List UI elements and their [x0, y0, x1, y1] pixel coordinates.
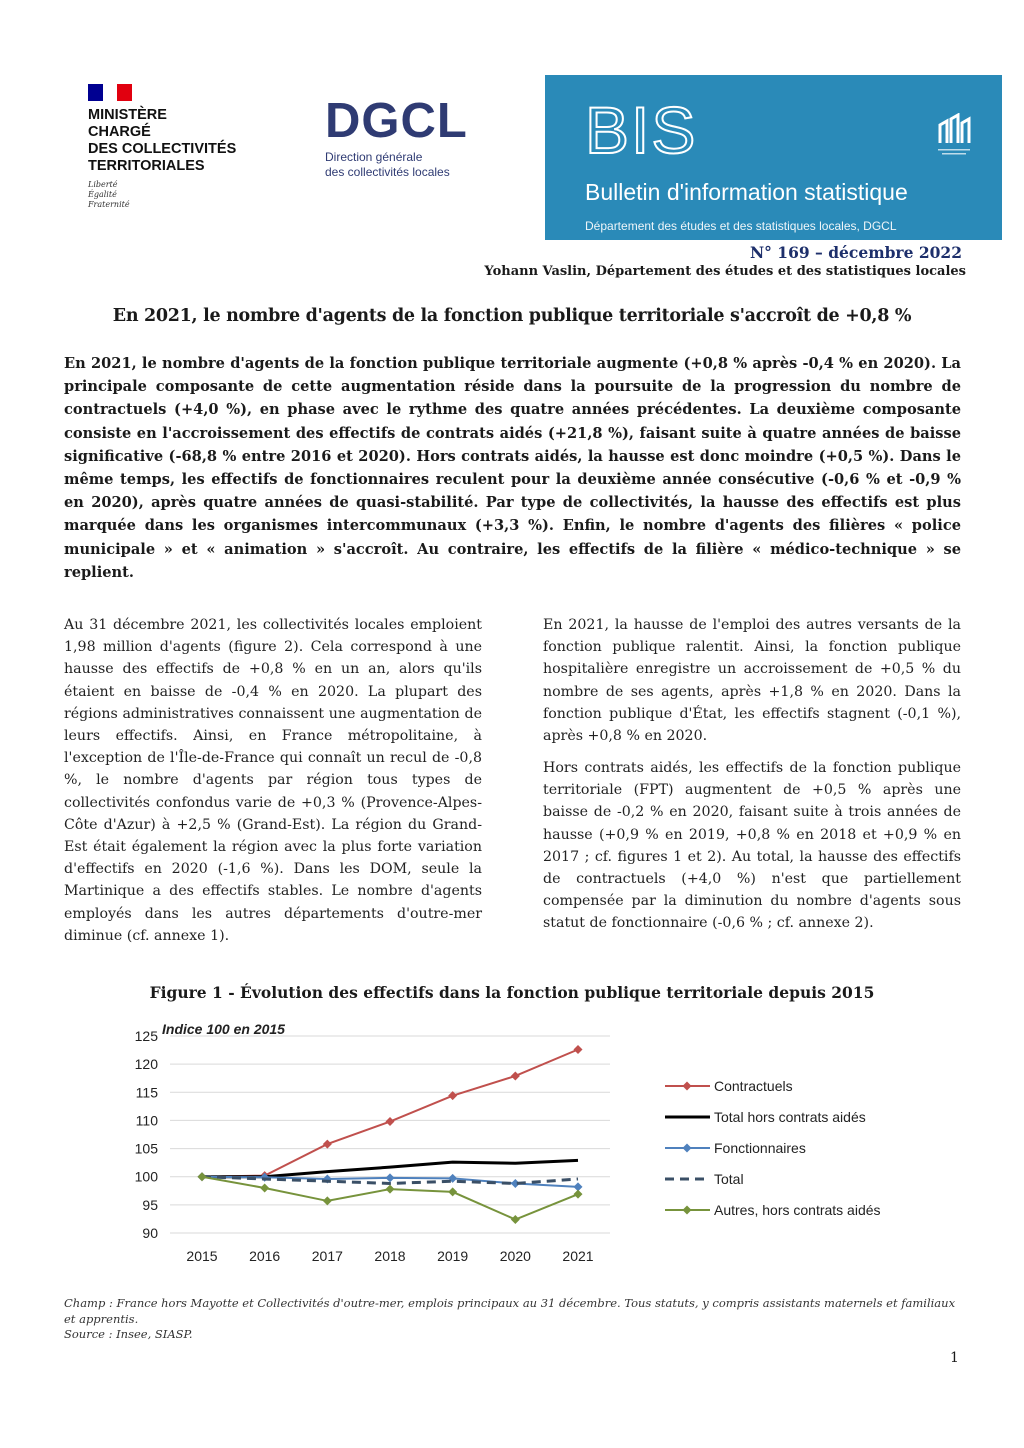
building-icon [936, 113, 972, 159]
figure-source-note: Source : Insee, SIASP. [64, 1327, 193, 1341]
x-tick-label: 2017 [311, 1248, 343, 1264]
legend-marker [683, 1144, 692, 1153]
data-point [323, 1196, 332, 1205]
bis-logo: BIS [585, 93, 698, 167]
figure-title: Figure 1 - Évolution des effectifs dans la fonction publique territoriale depuis 2015 [149, 983, 875, 1002]
y-tick-label: 100 [134, 1168, 158, 1185]
figure-scope-note: Champ : France hors Mayotte et Collectivités d'outre-mer, emplois principaux au 31 décembre. Tous statuts, y compris assistants maternels et familiaux et apprentis. [64, 1296, 956, 1326]
data-point [198, 1172, 207, 1181]
data-point [511, 1071, 520, 1080]
x-tick-label: 2016 [249, 1248, 281, 1264]
legend-label: Autres, hors contrats aidés [714, 1202, 881, 1218]
dgcl-subtitle: Direction générale des collectivités locales [325, 150, 450, 179]
page-number: 1 [950, 1350, 959, 1366]
legend-marker [683, 1206, 692, 1215]
figure-notes [64, 1296, 964, 1343]
author-line: Yohann Vaslin, Département des études et des statistiques locales [484, 264, 966, 279]
ministry-name: MINISTÈRE CHARGÉ DES COLLECTIVITÉS TERRITORIALES [88, 107, 237, 174]
summary-paragraph: En 2021, le nombre d'agents de la fonction publique territoriale augmente (+0,8 % après -0,4 % en 2020). La principale composante de cette augmentation réside dans la poursuite de la progression du nombre de contractuels (+4,0 %), en phase avec le rythme des quatre années précédentes. La deuxième composante consiste en l'accroissement des effectifs de contrats aidés (+21,8 %), faisant suite à quatre années de baisse significative (-68,8 % entre 2016 et 2020). Hors contrats aidés, la hausse est donc moindre (+0,5 %). Dans le même temps, les effectifs de fonctionnaires reculent pour la deuxième année consécutive (-0,6 % et -0,9 % en 2020), après quatre années de quasi-stabilité. Par type de collectivités, la hausse des effectifs est plus marquée dans les organismes intercommunaux (+3,3 %). Enfin, le nombre d'agents des filières « police municipale » et « animation » s'accroît. Au contraire, les effectifs de la filière « médico-technique » se replient. [64, 355, 961, 581]
body-paragraph-right-1: En 2021, la hausse de l'emploi des autres versants de la fonction publique ralentit. Ainsi, la fonction publique hospitalière enregistre un accroissement de +0,5 % du nombre de ses agents, après +1,8 % en 2020. Dans la fonction publique d'État, les effectifs stagnent (-0,1 %), après +0,8 % en 2020. [543, 617, 961, 745]
data-point [574, 1190, 583, 1199]
legend-label: Total [714, 1171, 744, 1187]
article-title: En 2021, le nombre d'agents de la fonction publique territoriale s'accroît de +0,8 % [112, 306, 912, 326]
data-point [448, 1187, 457, 1196]
legend-label: Total hors contrats aidés [714, 1109, 866, 1125]
data-point [386, 1117, 395, 1126]
data-point [386, 1185, 395, 1194]
x-tick-label: 2019 [437, 1248, 469, 1264]
y-tick-label: 90 [142, 1225, 158, 1241]
issue-number: N° 169 – décembre 2022 [749, 243, 962, 262]
y-tick-label: 125 [134, 1028, 158, 1044]
legend-label: Contractuels [714, 1078, 793, 1094]
data-point [574, 1045, 583, 1054]
bis-title: Bulletin d'information statistique [585, 179, 908, 205]
dgcl-logo-text: DGCL [325, 94, 468, 148]
bis-banner [545, 75, 1002, 240]
x-tick-label: 2020 [499, 1248, 531, 1264]
x-tick-label: 2018 [374, 1248, 406, 1264]
x-tick-label: 2015 [186, 1248, 218, 1264]
y-tick-label: 95 [142, 1196, 158, 1213]
line-chart [100, 1018, 930, 1278]
series-line [202, 1050, 578, 1177]
legend-marker [683, 1082, 692, 1091]
data-point [511, 1215, 520, 1224]
dgcl-logo [325, 96, 515, 180]
body-paragraph-left: Au 31 décembre 2021, les collectivités locales emploient 1,98 million d'agents (figure 2). Cela correspond à une hausse des effectifs de +0,8 % en un an, alors qu'ils étaient en baisse de -0,4 % en 2020. La plupart des régions administratives connaissent une augmentation de leurs effectifs. Ainsi, en France métropolitaine, à l'exception de l'Île-de-France qui connaît un recul de -0,8 %, le nombre d'agents par région tous types de collectivités confondus varie de +0,3 % (Provence-Alpes-Côte d'Azur) à +2,5 % (Grand-Est). La région du Grand-Est était également la région avec la plus forte variation d'effectifs en 2020 (-1,6 %). Dans les DOM, seule la Martinique a des effectifs stables. Le nombre d'agents employés dans les autres départements d'outre-mer diminue (cf. annexe 1). [64, 617, 482, 944]
y-tick-label: 105 [134, 1140, 158, 1157]
bis-subtitle: Département des études et des statistiques locales, DGCL [585, 219, 897, 233]
y-tick-label: 115 [135, 1084, 158, 1101]
french-flag-icon [88, 84, 132, 101]
data-point [323, 1140, 332, 1149]
x-tick-label: 2021 [562, 1248, 594, 1264]
ministry-logo [88, 84, 288, 210]
ministry-motto: Liberté Égalité Fraternité [88, 180, 130, 209]
body-paragraph-right-2: Hors contrats aidés, les effectifs de la fonction publique territoriale (FPT) augmentent de +0,5 % après une baisse de -0,2 % en 2020, faisant suite à trois années de hausse (+0,9 % en 2019, +0,8 % en 2018 et +0,9 % en 2017 ; cf. figures 1 et 2). Au total, la hausse des effectifs de contractuels (+4,0 %) n'est que partiellement compensée par la diminution du nombre d'agents sous statut de fonctionnaire (-0,6 % ; cf. annexe 2). [543, 760, 961, 932]
chart-annotation: Indice 100 en 2015 [162, 1021, 285, 1037]
legend-label: Fonctionnaires [714, 1140, 806, 1156]
data-point [260, 1183, 269, 1192]
data-point [386, 1173, 395, 1182]
y-tick-label: 120 [134, 1056, 158, 1073]
y-tick-label: 110 [135, 1112, 158, 1129]
